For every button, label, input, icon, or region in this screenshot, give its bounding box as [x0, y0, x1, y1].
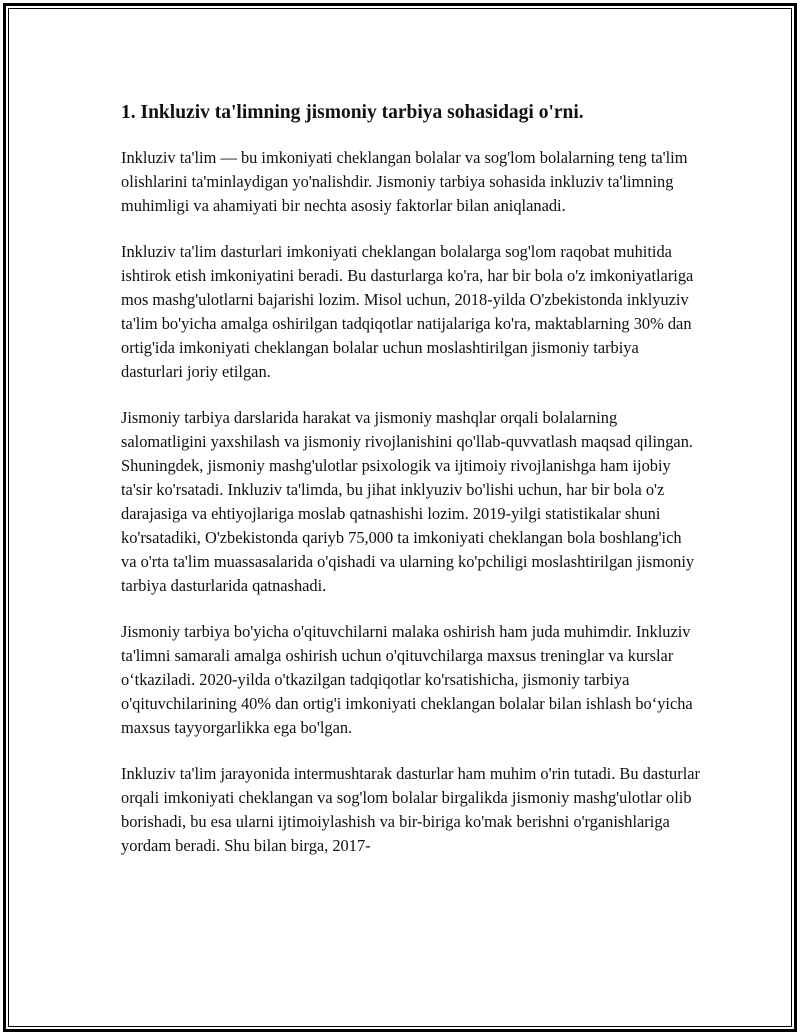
paragraph-2: Inkluziv ta'lim dasturlari imkoniyati cheklangan bolalarga sog'lom raqobat muhitida ishtirok etish imkoniyatini beradi. Bu dasturlarga ko'ra, har bir bola o'z imkoniyatlariga mos mashg'ulotlarni bajarishi lozim. Misol uchun, 2018-yilda O'zbekistonda inklyuziv ta'lim bo'yicha amalga oshirilgan tadqiqotlar natijalariga ko'ra, maktablarning 30% dan ortig'ida imkoniyati cheklangan bolalar uchun moslashtirilgan jismoniy tarbiya dasturlari joriy etilgan. [121, 242, 694, 381]
paragraph-4: Jismoniy tarbiya bo'yicha o'qituvchilarni malaka oshirish ham juda muhimdir. Inkluziv ta'limni samarali amalga oshirish uchun o'qituvchilarga maxsus treninglar va kurslar o‘tkaziladi. 2020-yilda o'tkazilgan tadqiqotlar ko'rsatishicha, jismoniy tarbiya o'qituvchilarining 40% dan ortig'i imkoniyati cheklangan bolalar bilan ishlash bo‘yicha maxsus tayyorgarlikka ega bo'lgan. [121, 622, 693, 737]
document-body [121, 100, 701, 880]
section-heading: 1. Inkluziv ta'limning jismoniy tarbiya sohasidagi o'rni. [121, 102, 584, 123]
paragraph-5: Inkluziv ta'lim jarayonida intermushtarak dasturlar ham muhim o'rin tutadi. Bu dasturlar orqali imkoniyati cheklangan va sog'lom bolalar birgalikda jismoniy mashg'ulotlar olib borishadi, bu esa ularni ijtimoiylashish va bir-biriga ko'mak berishni o'rganishlariga yordam beradi. Shu bilan birga, 2017- [121, 764, 700, 855]
paragraph-1: Inkluziv ta'lim — bu imkoniyati cheklangan bolalar va sog'lom bolalarning teng ta'lim olishlarini ta'minlaydigan yo'nalishdir. Jismoniy tarbiya sohasida inkluziv ta'limning muhimligi va ahamiyati bir nechta asosiy faktorlar bilan aniqlanadi. [121, 148, 688, 215]
page-frame [3, 3, 797, 1032]
paragraph-3: Jismoniy tarbiya darslarida harakat va jismoniy mashqlar orqali bolalarning salomatligini yaxshilash va jismoniy rivojlanishini qo'llab-quvvatlash maqsad qilingan. Shuningdek, jismoniy mashg'ulotlar psixologik va ijtimoiy rivojlanishga ham ijobiy ta'sir ko'rsatadi. Inkluziv ta'limda, bu jihat inklyuziv bo'lishi uchun, har bir bola o'z darajasiga va ehtiyojlariga moslab qatnashishi lozim. 2019-yilgi statistikalar shuni ko'rsatadiki, O'zbekistonda qariyb 75,000 ta imkoniyati cheklangan bola boshlang'ich va o'rta ta'lim muassasalarida o'qishadi va ularning ko'pchiligi moslashtirilgan jismoniy tarbiya dasturlarida qatnashadi. [121, 408, 695, 595]
